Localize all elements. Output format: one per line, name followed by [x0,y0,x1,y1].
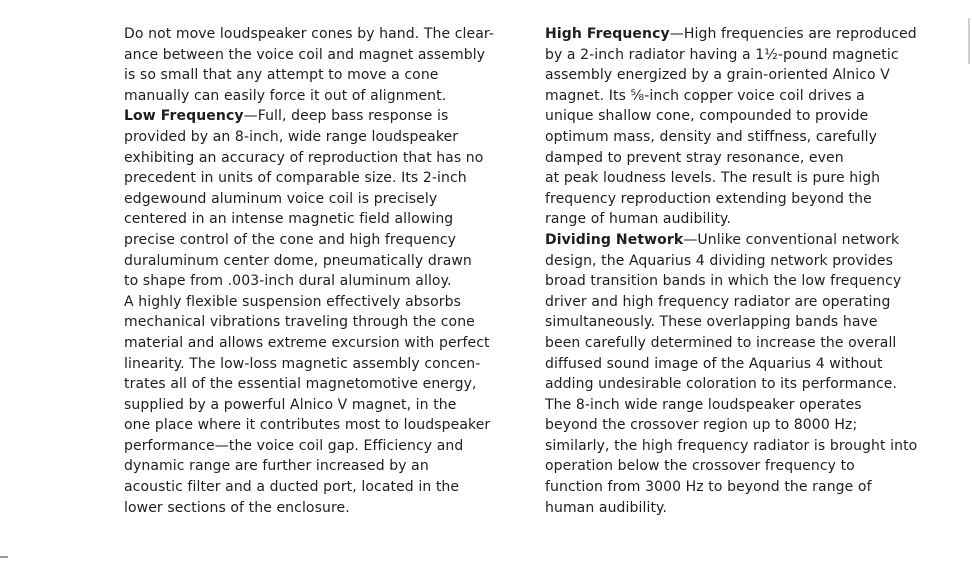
text-line: damped to prevent stray resonance, even [545,149,844,166]
text-line: by a 2-inch radiator having a 1½-pound magnetic [545,46,899,63]
text-line: assembly energized by a grain-oriented Alnico V [545,67,890,84]
text-line: manually can easily force it out of alignment. [124,87,447,104]
text-line: duraluminum center dome, pneumatically drawn [124,252,472,269]
text-line: magnet. Its ⅝-inch copper voice coil drives a [545,87,865,104]
text-line [545,230,965,251]
text-line: linearity. The low-loss magnetic assembly concen- [124,355,481,372]
text-line: been carefully determined to increase the overall [545,334,897,351]
text-line: acoustic filter and a ducted port, located in the [124,479,460,496]
text-line: driver and high frequency radiator are operating [545,293,891,310]
dividing-network-heading: Dividing Network [545,231,684,248]
low-frequency-heading: Low Frequency [124,108,244,125]
text-line: precedent in units of comparable size. Its 2-inch [124,170,467,187]
low-frequency-paragraph [124,106,514,518]
text-line: centered in an intense magnetic field allowing [124,211,454,228]
text-line: unique shallow cone, compounded to provide [545,108,869,125]
text-line: human audibility. [545,499,667,516]
text-line: dynamic range are further increased by an [124,458,429,475]
text-line: adding undesirable coloration to its performance. [545,376,898,393]
text-line: design, the Aquarius 4 dividing network provides [545,252,893,269]
text-line: diffused sound image of the Aquarius 4 without [545,355,883,372]
text-line: edgewound aluminum voice coil is precisely [124,190,438,207]
text-line: A highly flexible suspension effectively absorbs [124,293,462,310]
text-line: exhibiting an accuracy of reproduction that has no [124,149,484,166]
text-line: at peak loudness levels. The result is pure high [545,170,881,187]
text-line: optimum mass, density and stiffness, carefully [545,128,878,145]
text-line: precise control of the cone and high frequency [124,231,457,248]
text-line: beyond the crossover region up to 8000 Hz; [545,417,858,434]
dividing-network-lead: —Unlike conventional network [683,231,900,248]
text-line: to shape from .003-inch dural aluminum alloy. [124,273,452,290]
text-line: provided by an 8-inch, wide range loudspeaker [124,128,459,145]
text-line: The 8-inch wide range loudspeaker operates [545,396,862,413]
low-frequency-lead: —Full, deep bass response is [243,108,449,125]
high-frequency-heading: High Frequency [545,26,670,42]
text-line: frequency reproduction extending beyond the [545,190,872,207]
text-line: simultaneously. These overlapping bands have [545,314,878,331]
intro-paragraph [124,24,514,106]
text-line: is so small that any attempt to move a cone [124,67,439,84]
text-line: lower sections of the enclosure. [124,499,350,516]
high-frequency-paragraph [545,24,965,230]
text-line: performance—the voice coil gap. Efficiency and [124,437,464,454]
text-line: range of human audibility. [545,211,732,228]
high-frequency-lead: —High frequencies are reproduced [669,26,917,42]
text-line: material and allows extreme excursion with perfect [124,334,490,351]
text-line: mechanical vibrations traveling through the cone [124,314,475,331]
text-line: supplied by a powerful Alnico V magnet, in the [124,396,457,413]
text-line: ance between the voice coil and magnet assembly [124,46,486,63]
text-line [124,106,514,127]
text-line: Do not move loudspeaker cones by hand. The clear- [124,26,495,42]
text-line: one place where it contributes most to loudspeaker [124,417,491,434]
text-line: broad transition bands in which the low frequency [545,273,902,290]
dividing-network-paragraph [545,230,965,518]
text-line: similarly, the high frequency radiator is brought into [545,437,918,454]
scan-edge-mark [0,556,8,558]
right-column [545,24,965,518]
text-line: function from 3000 Hz to beyond the range of [545,479,872,496]
text-line: operation below the crossover frequency to [545,458,855,475]
left-column [124,24,514,518]
text-line: trates all of the essential magnetomotive energy, [124,376,477,393]
scan-edge-mark [968,18,970,64]
text-line [545,24,965,45]
